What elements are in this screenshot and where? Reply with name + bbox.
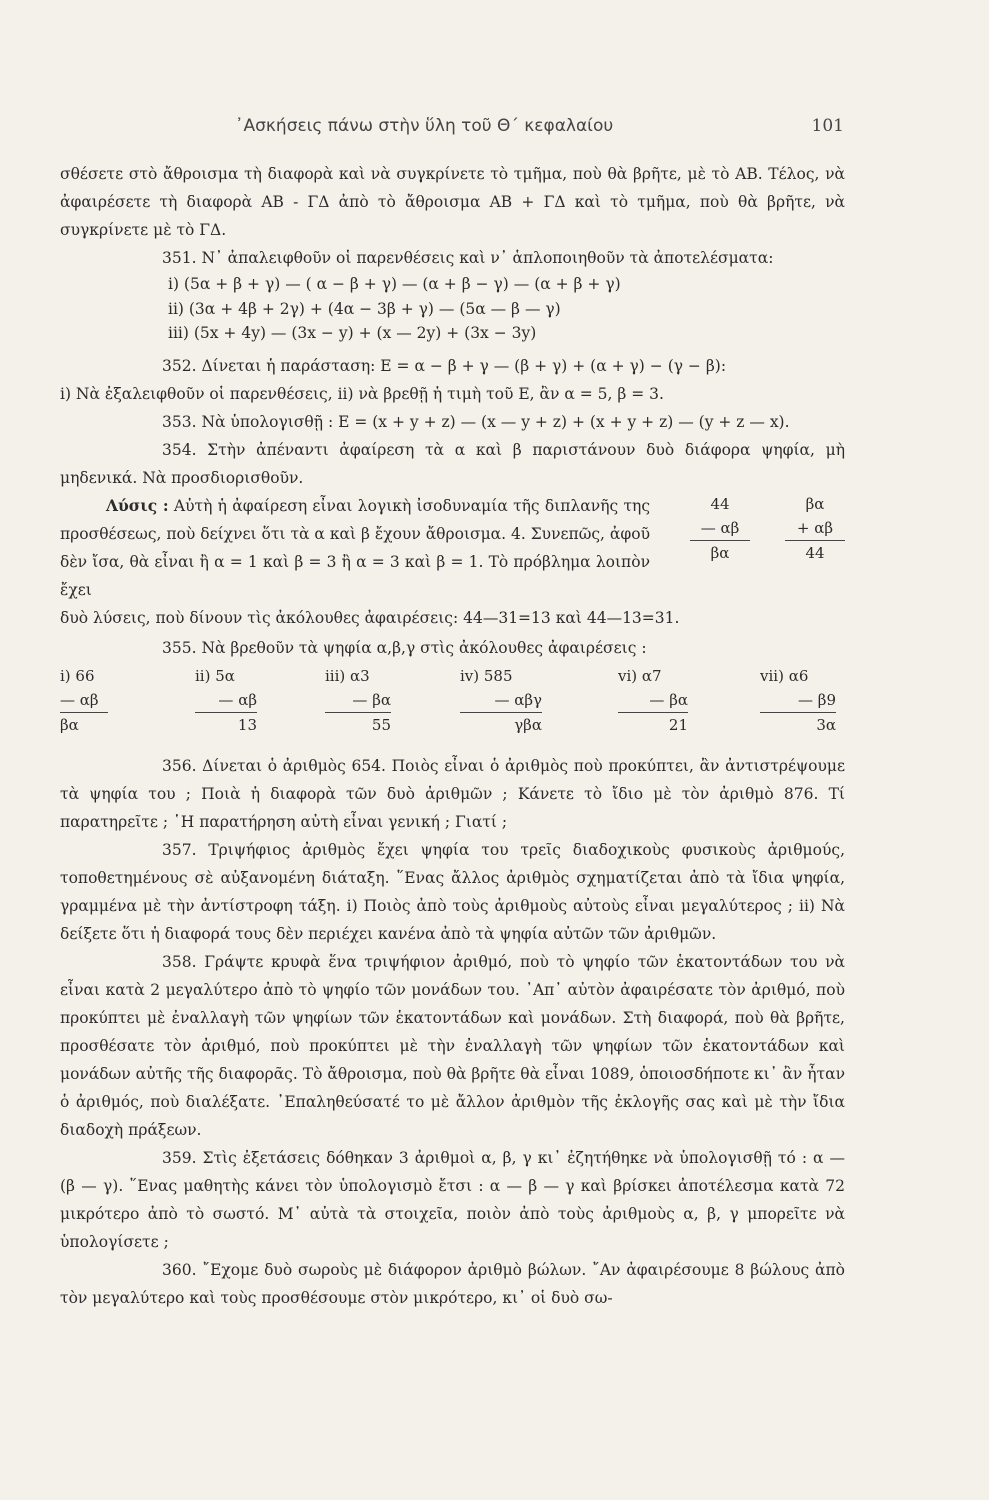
exercise-354: 354. Στὴν ἀπέναντι ἀφαίρεση τὰ α καὶ β παριστάνουν δυὸ διάφορα ψηφία, μὴ μηδενικά. Νὰ προσδιορισθοῦν. — [60, 440, 845, 487]
difference: βα — [60, 715, 79, 734]
minuend: ii) 5α — [195, 666, 235, 685]
minuend: vi) α7 — [618, 666, 662, 685]
expression-item: i) (5α + β + γ) — ( α − β + γ) — (α + β − γ) — (α + β + γ) — [168, 275, 621, 293]
subtraction-item — [60, 664, 142, 737]
exercise-358: 358. Γράψτε κρυφὰ ἕνα τριψήφιον ἀριθμό, ποὺ τὸ ψηφίο τῶν ἑκατοντάδων του νὰ εἶναι κατὰ 2 μεγαλύτερο ἀπὸ τὸ ψηφίο τῶν μονάδων του. ᾿Απ᾿ αὐτὸν ἀφαιρέσατε τὸν ἀριθμό, ποὺ προκύπτει μὲ ἐναλλαγὴ τῶν ψηφίων τῶν ἑκατοντάδων καὶ μονάδων. Στὴ διαφορά, ποὺ θὰ βρῆτε, προσθέσατε τὸν ἀριθμό, ποὺ προκύπτει μὲ τὴν ἐναλλαγὴ τῶν ψηφίων τῶν ἑκατοντάδων καὶ μονάδων αὐτῆς τῆς διαφορᾶς. Τὸ ἄθροισμα, ποὺ θὰ βρῆτε θὰ εἶναι 1089, ὁποιοσδήποτε κι᾿ ἂν ἦταν ὁ ἀριθμός, ποὺ διαλέξατε. ᾿Επαληθεύσατέ το μὲ ἄλλον ἀριθμὸν τῆς ἐκλογῆς σας καὶ μὲ τὴν ἴδια διαδοχὴ πράξεων. — [60, 952, 845, 1139]
running-header — [60, 116, 848, 142]
exercise-359: 359. Στὶς ἐξετάσεις δόθηκαν 3 ἀριθμοὶ α, β, γ κι᾿ ἐζητήθηκε νὰ ὑπολογισθῇ τό : α — (β — γ). ῞Ενας μαθητὴς κάνει τὸν ὑπολογισμὸ ἔτσι : α — β — γ καὶ βρίσκει ἀποτέλεσμα κατὰ 72 μικρότερο ἀπὸ τὸ σωστό. Μ᾿ αὐτὰ τὰ στοιχεῖα, ποιὸν ἀπὸ τοὺς ἀριθμοὺς α, β, γ μπορεῖτε νὰ ὑπολογίσετε ; — [60, 1148, 845, 1251]
subtrahend: — βα — [618, 688, 688, 713]
subtraction-item — [195, 664, 277, 737]
solution-last-line: δυὸ λύσεις, ποὺ δίνουν τὶς ἀκόλουθες ἀφαιρέσεις: 44—31=13 καὶ 44—13=31. — [60, 608, 680, 627]
solution-text: Αὐτὴ ἡ ἀφαίρεση εἶναι λογικὴ ἰσοδυναμία τῆς διπλανῆς της προσθέσεως, ποὺ δείχνει ὅτι τὰ α καὶ β ἔχουν ἄθροισμα. 4. Συνεπῶς, ἀφοῦ δὲν ἴσα, θὰ εἶναι ἢ α = 1 καὶ β = 3 ἢ α = 3 καὶ β = 1. Τὸ πρόβλημα λοιπὸν ἔχει — [60, 496, 650, 599]
minuend: i) 66 — [60, 666, 95, 685]
page-number: 101 — [811, 116, 844, 136]
minuend: iii) α3 — [325, 666, 370, 685]
exercise-356: 356. Δίνεται ὁ ἀριθμὸς 654. Ποιὸς εἶναι ὁ ἀριθμὸς ποὺ προκύπτει, ἂν ἀντιστρέψουμε τὰ ψηφία του ; Ποιὰ ἡ διαφορὰ τῶν δυὸ ἀριθμῶν ; Κάνετε τὸ ἴδιο μὲ τὸν ἀριθμὸ 876. Τί παρατηρεῖτε ; ῾Η παρατήρηση αὐτὴ εἶναι γενική ; Γιατί ; — [60, 756, 845, 831]
addition-diagram — [785, 492, 845, 565]
subtraction-item — [760, 664, 842, 737]
page-body — [60, 160, 845, 1312]
operand-result: βα — [710, 543, 730, 562]
difference: 3α — [816, 715, 836, 734]
minuend: vii) α6 — [760, 666, 809, 685]
subtraction-item — [618, 664, 700, 737]
difference: 13 — [237, 715, 257, 734]
expression-item: ii) (3α + 4β + 2γ) + (4α − 3β + γ) — (5α — β — γ) — [168, 299, 561, 318]
continued-paragraph: σθέσετε στὸ ἄθροισμα τὴ διαφορὰ καὶ νὰ συγκρίνετε τὸ τμῆμα, ποὺ θὰ βρῆτε, μὲ τὸ ΑΒ. Τέλος, νὰ ἀφαιρέσετε τὴ διαφορὰ ΑΒ - ΓΔ ἀπὸ τὸ ἄθροισμα ΑΒ + ΓΔ καὶ τὸ τμῆμα, ποὺ θὰ βρῆτε, νὰ συγκρίνετε μὲ τὸ ΓΔ. — [60, 165, 845, 239]
difference: γβα — [514, 715, 542, 734]
exercise-351-items — [60, 272, 845, 346]
exercise-354-solution — [60, 492, 845, 632]
minuend: iv) 585 — [460, 666, 513, 685]
operand-sub: — αβ — [690, 516, 750, 541]
operand-top: βα — [805, 494, 825, 513]
running-title: ᾿Ασκήσεις πάνω στὴν ὕλη τοῦ Θ΄ κεφαλαίου — [235, 116, 614, 136]
exercise-352-line2: i) Νὰ ἐξαλειφθοῦν οἱ παρενθέσεις, ii) νὰ βρεθῇ ἡ τιμὴ τοῦ Ε, ἂν α = 5, β = 3. — [60, 384, 664, 403]
subtrahend: — αβ — [60, 688, 108, 713]
exercise-355: 355. Νὰ βρεθοῦν τὰ ψηφία α,β,γ στὶς ἀκόλουθες ἀφαιρέσεις : — [162, 638, 647, 657]
exercise-360: 360. ῎Εχομε δυὸ σωροὺς μὲ διάφορον ἀριθμὸ βώλων. ῎Αν ἀφαιρέσουμε 8 βώλους ἀπὸ τὸν μεγαλύτερο καὶ τοὺς προσθέσουμε στὸν μικρότερο, κι᾿ οἱ δυὸ σω- — [60, 1260, 845, 1307]
difference: 55 — [371, 715, 391, 734]
operand-result: 44 — [805, 543, 825, 562]
exercise-352-line1: 352. Δίνεται ἡ παράσταση: Ε = α − β + γ — (β + γ) + (α + γ) − (γ − β): — [162, 356, 727, 375]
subtraction-item — [460, 664, 542, 737]
exercise-357: 357. Τριψήφιος ἀριθμὸς ἔχει ψηφία του τρεῖς διαδοχικοὺς φυσικοὺς ἀριθμούς, τοποθετημένους σὲ αὐξανομένη διάταξη. ῞Ενας ἄλλος ἀριθμὸς σχηματίζεται ἀπὸ τὰ ἴδια ψηφία, γραμμένα μὲ τὴν ἀντίστροφη τάξη. i) Ποιὸς ἀπὸ τοὺς ἀριθμοὺς αὐτοὺς εἶναι μεγαλύτερος ; ii) Νὰ δείξετε ὅτι ἡ διαφορά τους δὲν περιέχει κανένα ἀπὸ τὰ ψηφία αὐτῶν τῶν ἀριθμῶν. — [60, 840, 845, 943]
exercise-351: 351. Ν᾿ ἀπαλειφθοῦν οἱ παρενθέσεις καὶ ν᾿ ἁπλοποιηθοῦν τὰ ἀποτελέσματα: — [162, 249, 774, 267]
solution-label: Λύσις : — [106, 495, 169, 515]
expression-item: iii) (5x + 4y) — (3x − y) + (x — 2y) + (3x − 3y) — [168, 324, 537, 342]
subtrahend: — αβ — [195, 688, 257, 713]
subtrahend: — αβγ — [460, 688, 542, 713]
subtraction-item — [325, 664, 407, 737]
exercise-353: 353. Νὰ ὑπολογισθῇ : Ε = (x + y + z) — (x — y + z) + (x + y + z) — (y + z — x). — [162, 412, 790, 431]
difference: 21 — [668, 715, 688, 734]
operand-add: + αβ — [785, 516, 845, 541]
subtraction-diagram — [690, 492, 750, 565]
subtrahend: — βα — [325, 688, 391, 713]
subtrahend: — β9 — [760, 688, 836, 713]
exercise-355-subtractions — [60, 664, 845, 752]
operand-top: 44 — [710, 494, 730, 513]
